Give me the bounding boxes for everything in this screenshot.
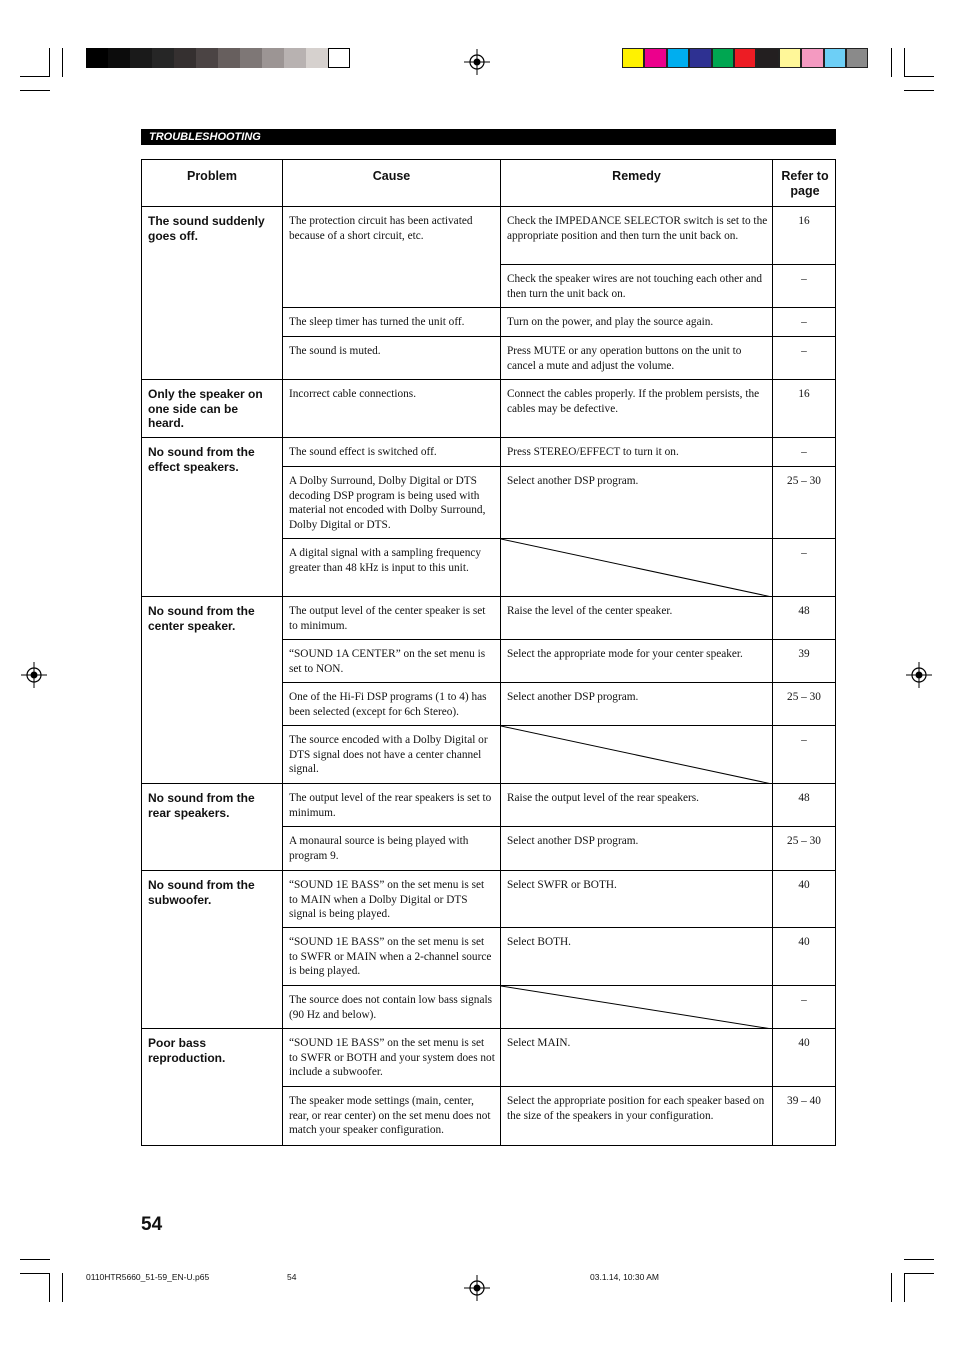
remedy-text: Turn on the power, and play the source again. <box>507 316 714 328</box>
no-remedy-diagonal <box>501 539 772 597</box>
color-swatch <box>644 48 666 68</box>
gray-swatch <box>108 48 130 68</box>
footer-filename: 0110HTR5660_51-59_EN-U.p65 <box>86 1272 210 1282</box>
troubleshooting-table <box>141 159 836 1146</box>
page-reference: 39 – 40 <box>787 1095 821 1107</box>
registration-mark-icon <box>464 1275 490 1301</box>
page-reference: – <box>801 734 807 746</box>
registration-mark-icon <box>464 49 490 75</box>
gray-swatch <box>328 48 350 68</box>
remedy-text: Select the appropriate mode for your center speaker. <box>507 648 743 660</box>
color-swatch <box>712 48 734 68</box>
page-reference: 16 <box>798 388 810 400</box>
page-reference: 25 – 30 <box>787 835 821 847</box>
page-number: 54 <box>141 1214 163 1235</box>
remedy-text: Select another DSP program. <box>507 691 639 703</box>
cause-text: The sound effect is switched off. <box>289 446 437 458</box>
cause-text: A Dolby Surround, Dolby Digital or DTS decoding DSP program is being used with material not encoded with Dolby Surround, Dolby Digital or DTS. <box>289 475 486 531</box>
remedy-text: Connect the cables properly. If the problem persists, the cables may be defective. <box>507 388 760 415</box>
remedy-text: Select SWFR or BOTH. <box>507 879 617 891</box>
remedy-text: Select another DSP program. <box>507 475 639 487</box>
page-reference: 25 – 30 <box>787 475 821 487</box>
page-reference: – <box>801 345 807 357</box>
remedy-text: Select another DSP program. <box>507 835 639 847</box>
gray-swatch <box>240 48 262 68</box>
problem-text: No sound from the rear speakers. <box>148 791 255 820</box>
color-swatch <box>846 48 868 68</box>
problem-text: No sound from the subwoofer. <box>148 878 255 907</box>
problem-text: No sound from the effect speakers. <box>148 445 255 474</box>
color-swatch <box>622 48 644 68</box>
gray-swatch <box>86 48 108 68</box>
gray-swatch <box>284 48 306 68</box>
page-reference: 40 <box>798 1037 810 1049</box>
cause-text: A digital signal with a sampling frequency greater than 48 kHz is input to this unit. <box>289 547 482 574</box>
color-swatch <box>667 48 689 68</box>
remedy-text: Check the speaker wires are not touching each other and then turn the unit back on. <box>507 273 763 300</box>
cause-text: “SOUND 1E BASS” on the set menu is set to SWFR or BOTH and your system does not include a subwoofer. <box>289 1037 495 1078</box>
problem-text: No sound from the center speaker. <box>148 604 255 633</box>
gray-swatch <box>218 48 240 68</box>
gray-swatch <box>174 48 196 68</box>
color-swatch <box>734 48 756 68</box>
color-swatch <box>756 48 778 68</box>
remedy-text: Press MUTE or any operation buttons on the unit to cancel a mute and adjust the volume. <box>507 345 742 372</box>
page-reference: 25 – 30 <box>787 691 821 703</box>
footer-page: 54 <box>287 1272 297 1282</box>
cause-text: The protection circuit has been activated because of a short circuit, etc. <box>289 215 473 242</box>
cause-text: The output level of the rear speakers is set to minimum. <box>289 792 492 819</box>
page-reference: – <box>801 994 807 1006</box>
remedy-text: Raise the output level of the rear speakers. <box>507 792 699 804</box>
page-reference: – <box>801 446 807 458</box>
cause-text: The source does not contain low bass signals (90 Hz and below). <box>289 994 492 1021</box>
color-swatch <box>779 48 801 68</box>
cause-text: The source encoded with a Dolby Digital or DTS signal does not have a center channel signal. <box>289 734 488 775</box>
remedy-text: Press STEREO/EFFECT to turn it on. <box>507 446 679 458</box>
footer-timestamp: 03.1.14, 10:30 AM <box>590 1272 659 1282</box>
column-header-refer-to-page: Refer to page <box>781 169 829 198</box>
color-swatch <box>824 48 846 68</box>
gray-swatch <box>306 48 328 68</box>
gray-swatch <box>152 48 174 68</box>
page-reference: – <box>801 273 807 285</box>
cause-text: The output level of the center speaker is set to minimum. <box>289 605 486 632</box>
no-remedy-diagonal <box>501 726 772 784</box>
gray-swatch <box>130 48 152 68</box>
remedy-text: Select the appropriate position for each speaker based on the size of the speakers in your configuration. <box>507 1095 765 1122</box>
page-reference: 40 <box>798 936 810 948</box>
no-remedy-diagonal <box>501 986 772 1029</box>
remedy-text: Check the IMPEDANCE SELECTOR switch is set to the appropriate position and then turn the unit back on. <box>507 215 768 242</box>
cause-text: The speaker mode settings (main, center, rear, or rear center) on the set menu does not match your speaker configuration. <box>289 1095 491 1136</box>
page-reference: 39 <box>798 648 810 660</box>
cause-text: “SOUND 1E BASS” on the set menu is set to MAIN when a Dolby Digital or DTS signal is being played. <box>289 879 485 920</box>
cause-text: “SOUND 1E BASS” on the set menu is set to SWFR or MAIN when a 2-channel source is being played. <box>289 936 492 977</box>
registration-mark-icon <box>21 662 47 688</box>
problem-text: The sound suddenly goes off. <box>148 214 265 243</box>
remedy-text: Select BOTH. <box>507 936 572 948</box>
cause-text: The sound is muted. <box>289 345 381 357</box>
page-reference: 16 <box>798 215 810 227</box>
cause-text: “SOUND 1A CENTER” on the set menu is set to NON. <box>289 648 486 675</box>
gray-swatch <box>262 48 284 68</box>
problem-text: Poor bass reproduction. <box>148 1036 226 1065</box>
page-reference: 48 <box>798 792 810 804</box>
column-header-cause: Cause <box>372 169 411 183</box>
cause-text: A monaural source is being played with program 9. <box>289 835 469 862</box>
problem-text: Only the speaker on one side can be heard. <box>148 387 263 430</box>
cause-text: The sleep timer has turned the unit off. <box>289 316 465 328</box>
page-reference: – <box>801 316 807 328</box>
column-header-problem: Problem <box>186 169 237 183</box>
page-reference: – <box>801 547 807 559</box>
gray-swatch <box>196 48 218 68</box>
cause-text: One of the Hi-Fi DSP programs (1 to 4) has been selected (except for 6ch Stereo). <box>289 691 487 718</box>
color-swatch <box>801 48 823 68</box>
section-header: TROUBLESHOOTING <box>141 129 836 145</box>
remedy-text: Select MAIN. <box>507 1037 571 1049</box>
registration-mark-icon <box>906 662 932 688</box>
page-reference: 48 <box>798 605 810 617</box>
color-swatch <box>689 48 711 68</box>
page-reference: 40 <box>798 879 810 891</box>
cause-text: Incorrect cable connections. <box>289 388 417 400</box>
column-header-remedy: Remedy <box>612 169 661 183</box>
remedy-text: Raise the level of the center speaker. <box>507 605 673 617</box>
